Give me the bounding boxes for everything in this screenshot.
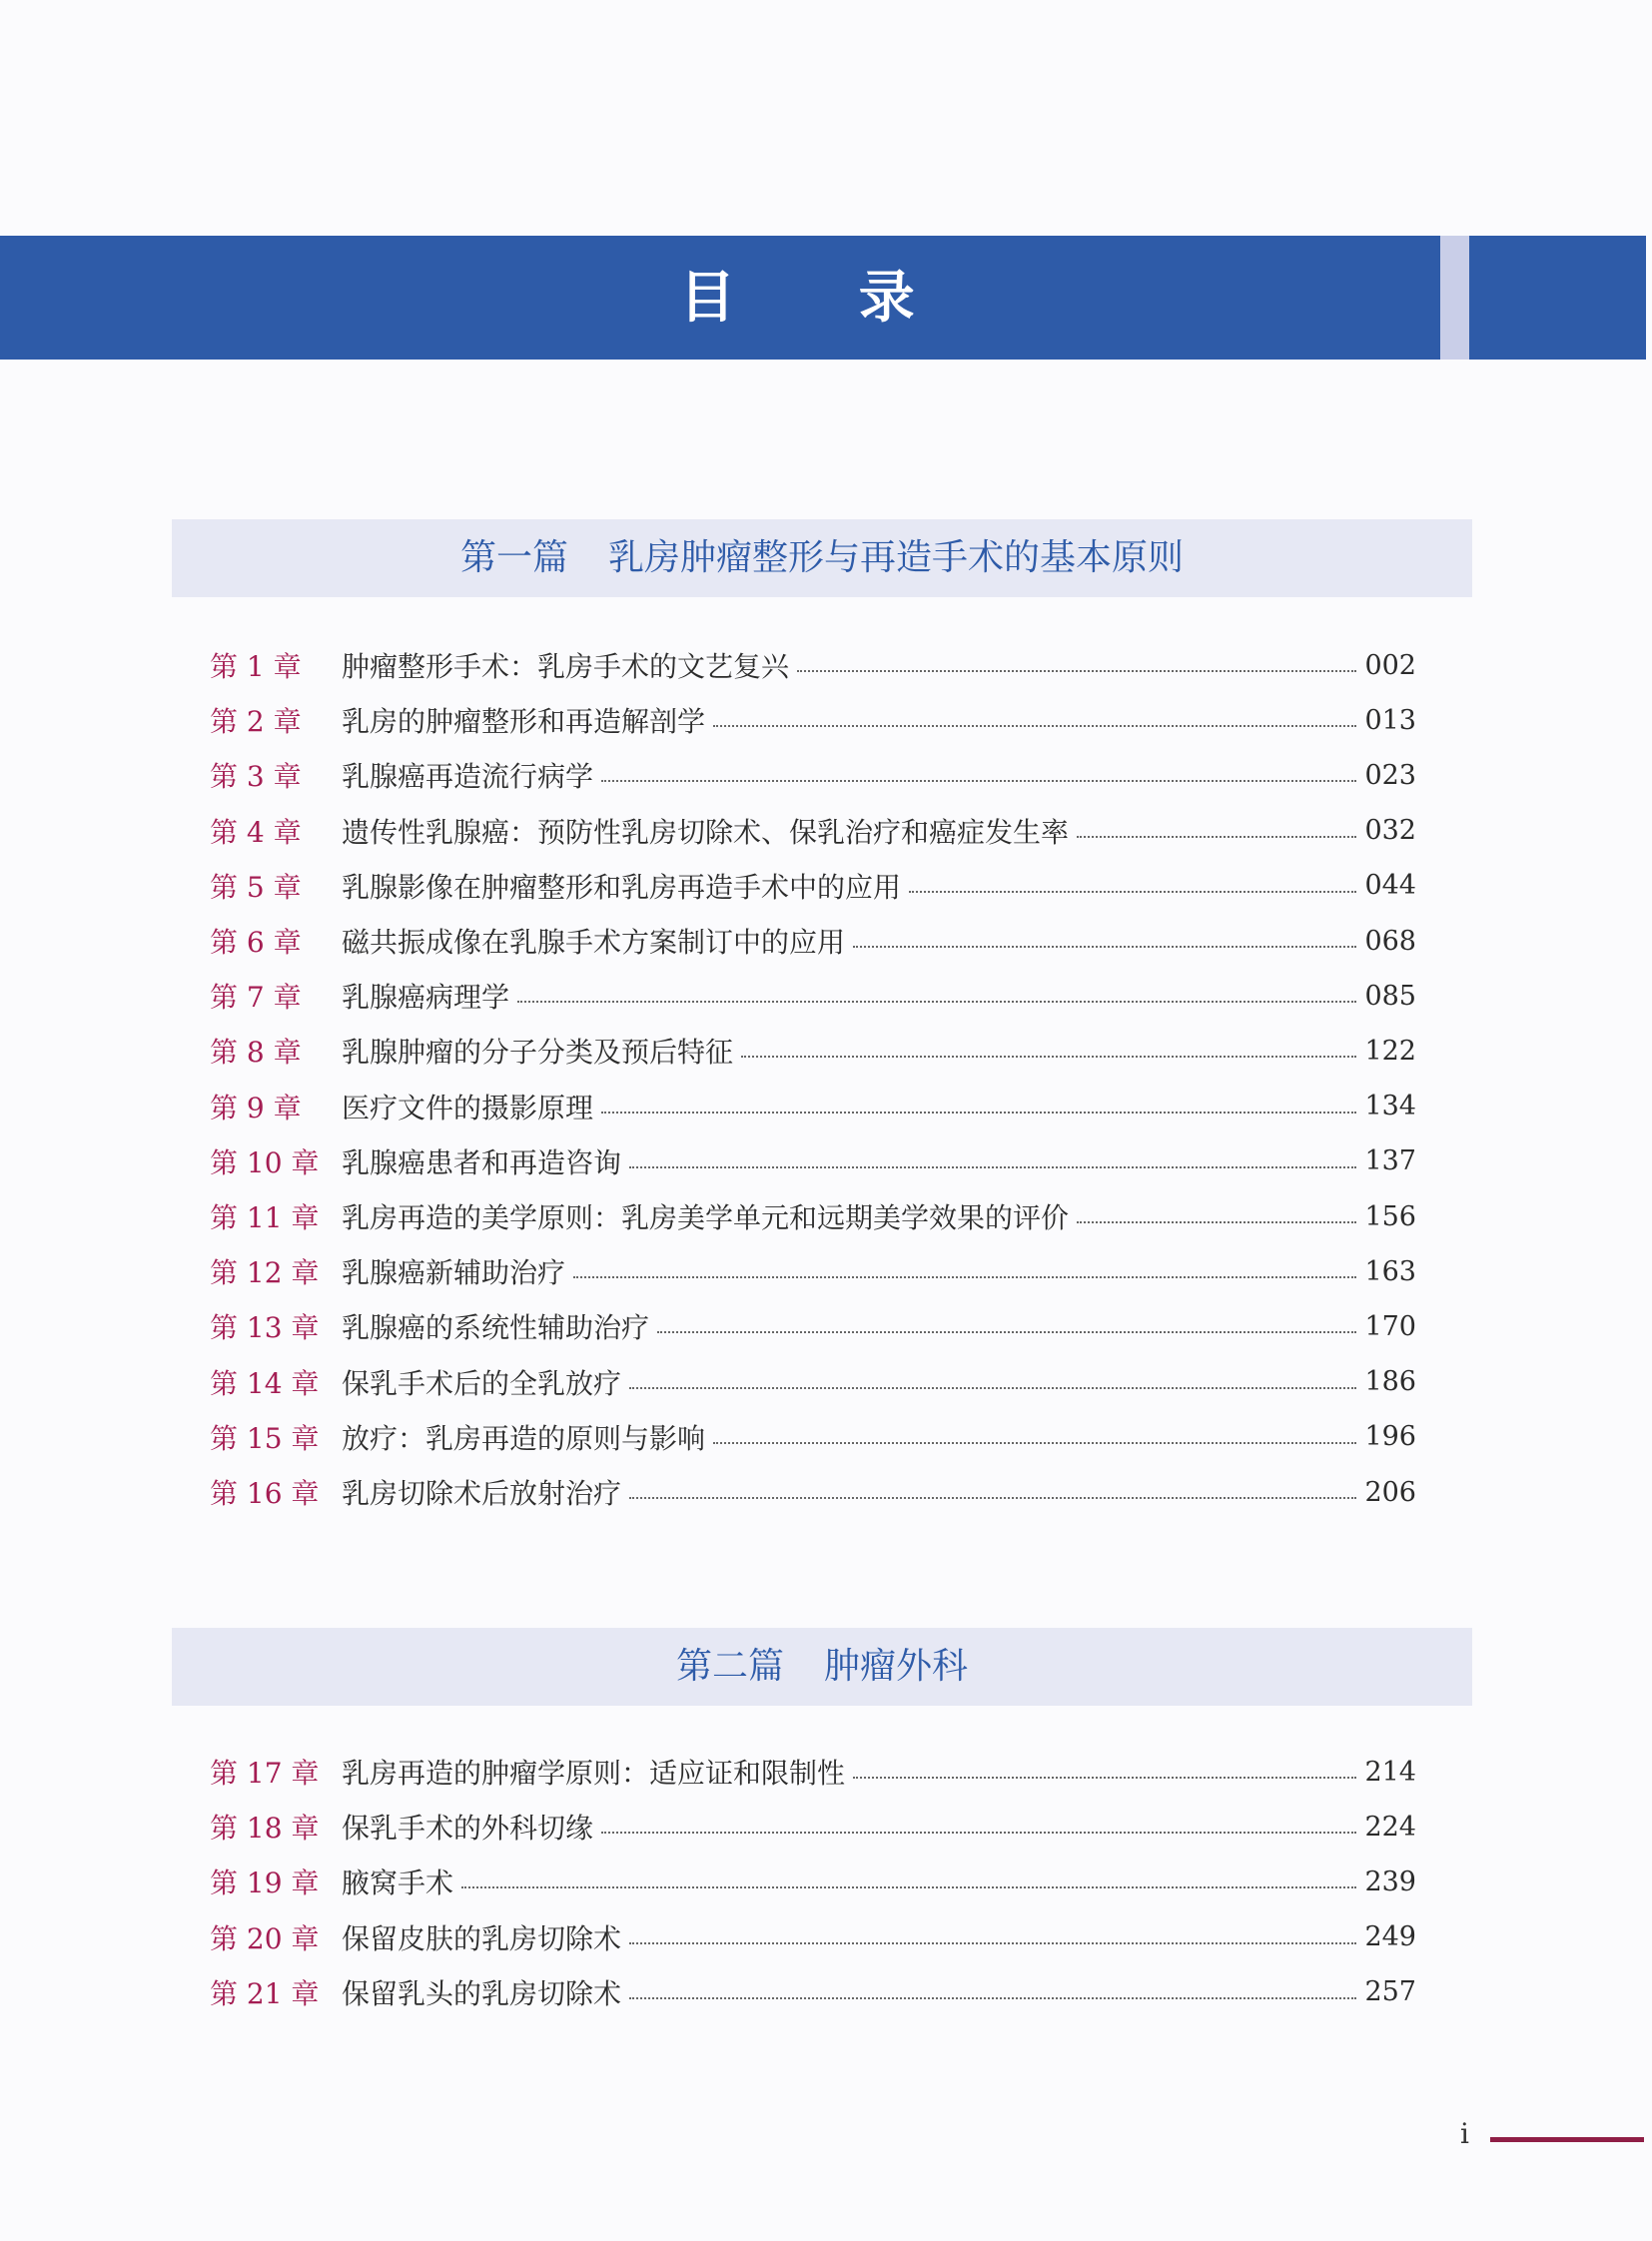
chapter-title: 医疗文件的摄影原理 [342, 1091, 594, 1124]
dot-leader [629, 1997, 1356, 1999]
page-number: 163 [1364, 1255, 1416, 1287]
chapter-title: 乳房切除术后放射治疗 [342, 1477, 622, 1510]
chapter-number: 第 10 章 [210, 1145, 320, 1179]
chapter-number: 第 19 章 [210, 1867, 320, 1900]
dot-leader [629, 1497, 1356, 1499]
toc-entry[interactable] [210, 1416, 1416, 1458]
chapter-title: 放疗：乳房再造的原则与影响 [342, 1421, 706, 1455]
chapter-title: 乳腺癌新辅助治疗 [342, 1256, 566, 1290]
page-number: 002 [1364, 649, 1416, 681]
chapter-number: 第 7 章 [210, 981, 302, 1015]
chapter-title: 乳腺癌再造流行病学 [342, 760, 594, 794]
chapter-number: 第 13 章 [210, 1311, 320, 1345]
dot-leader [601, 1832, 1356, 1834]
page-number: 044 [1364, 870, 1416, 902]
page-number: 085 [1364, 980, 1416, 1012]
chapter-number: 第 3 章 [210, 760, 302, 794]
chapter-number: 第 18 章 [210, 1812, 320, 1846]
page-title: 目 录 [679, 265, 967, 331]
toc-entry[interactable] [210, 1250, 1416, 1292]
page-number: 249 [1364, 1921, 1416, 1953]
chapter-number: 第 17 章 [210, 1757, 320, 1790]
dot-leader [461, 1886, 1356, 1888]
page-number: 023 [1364, 759, 1416, 791]
toc-entry[interactable] [210, 1361, 1416, 1403]
page-number: 137 [1364, 1145, 1416, 1177]
chapter-title: 乳腺癌患者和再造咨询 [342, 1145, 622, 1179]
chapter-number: 第 8 章 [210, 1036, 302, 1070]
toc-entry[interactable] [210, 1806, 1416, 1848]
page-number: 013 [1364, 704, 1416, 736]
dot-leader [853, 1777, 1356, 1779]
chapter-number: 第 16 章 [210, 1477, 320, 1510]
chapter-title: 保乳手术的外科切缘 [342, 1812, 594, 1846]
chapter-number: 第 21 章 [210, 1976, 320, 2010]
part-label: 第一篇 [459, 537, 568, 578]
part-banner-1 [172, 519, 1472, 597]
chapter-number: 第 2 章 [210, 705, 302, 739]
toc-entry[interactable] [210, 975, 1416, 1017]
chapter-number: 第 5 章 [210, 870, 302, 904]
toc-entry[interactable] [210, 1086, 1416, 1127]
chapter-title: 肿瘤整形手术：乳房手术的文艺复兴 [342, 650, 790, 683]
chapter-number: 第 15 章 [210, 1421, 320, 1455]
page-number: 122 [1364, 1035, 1416, 1067]
toc-entry[interactable] [210, 1751, 1416, 1793]
dot-leader [1077, 1221, 1356, 1223]
dot-leader [713, 1442, 1356, 1444]
toc-entry[interactable] [210, 1140, 1416, 1182]
chapter-number: 第 11 章 [210, 1201, 320, 1234]
page-number: 257 [1364, 1976, 1416, 2008]
toc-entry[interactable] [210, 865, 1416, 907]
chapter-number: 第 12 章 [210, 1256, 320, 1290]
chapter-title: 磁共振成像在乳腺手术方案制订中的应用 [342, 926, 846, 959]
toc-entry[interactable] [210, 1471, 1416, 1513]
dot-leader [741, 1056, 1356, 1058]
chapter-number: 第 1 章 [210, 650, 302, 683]
toc-entry[interactable] [210, 1916, 1416, 1958]
page-folio: i [1460, 2117, 1469, 2150]
page-number: 134 [1364, 1091, 1416, 1122]
page-number: 032 [1364, 815, 1416, 847]
dot-leader [517, 1001, 1356, 1003]
toc-entry[interactable] [210, 1861, 1416, 1902]
toc-entry[interactable] [210, 1030, 1416, 1072]
page-number: 170 [1364, 1310, 1416, 1342]
chapter-number: 第 20 章 [210, 1921, 320, 1955]
dot-leader [657, 1331, 1356, 1333]
chapter-number: 第 14 章 [210, 1366, 320, 1400]
toc-entry[interactable] [210, 1195, 1416, 1237]
dot-leader [853, 946, 1356, 948]
toc-entry[interactable] [210, 1305, 1416, 1347]
page-number: 239 [1364, 1866, 1416, 1897]
dot-leader [1077, 836, 1356, 838]
page-number: 186 [1364, 1366, 1416, 1398]
chapter-title: 乳腺癌病理学 [342, 981, 510, 1015]
part-title: 乳房肿瘤整形与再造手术的基本原则 [608, 537, 1185, 578]
part-banner-2 [172, 1628, 1472, 1706]
chapter-title: 遗传性乳腺癌：预防性乳房切除术、保乳治疗和癌症发生率 [342, 815, 1070, 849]
page-number: 206 [1364, 1476, 1416, 1508]
chapter-title: 乳腺影像在肿瘤整形和乳房再造手术中的应用 [342, 870, 902, 904]
dot-leader [573, 1276, 1356, 1278]
part-title: 肿瘤外科 [824, 1646, 969, 1687]
toc-entry[interactable] [210, 810, 1416, 852]
chapter-title: 保留皮肤的乳房切除术 [342, 1921, 622, 1955]
chapter-title: 乳房再造的美学原则：乳房美学单元和远期美学效果的评价 [342, 1201, 1070, 1234]
page-number: 196 [1364, 1421, 1416, 1453]
dot-leader [629, 1942, 1356, 1944]
dot-leader [713, 725, 1356, 727]
chapter-title: 乳房再造的肿瘤学原则：适应证和限制性 [342, 1757, 846, 1790]
dot-leader [629, 1166, 1356, 1168]
chapter-number: 第 6 章 [210, 926, 302, 959]
folio-rule [1490, 2137, 1644, 2142]
toc-entry[interactable] [210, 644, 1416, 686]
dot-leader [797, 670, 1356, 672]
dot-leader [601, 1112, 1356, 1114]
page-number: 068 [1364, 925, 1416, 957]
chapter-title: 腋窝手术 [342, 1867, 454, 1900]
page-number: 224 [1364, 1811, 1416, 1843]
chapter-title: 乳腺癌的系统性辅助治疗 [342, 1311, 650, 1345]
toc-entry[interactable] [210, 699, 1416, 741]
part-label: 第二篇 [675, 1646, 784, 1687]
toc-entry[interactable] [210, 754, 1416, 796]
chapter-title: 保留乳头的乳房切除术 [342, 1976, 622, 2010]
chapter-title: 乳房的肿瘤整形和再造解剖学 [342, 705, 706, 739]
dot-leader [629, 1387, 1356, 1389]
chapter-title: 保乳手术后的全乳放疗 [342, 1366, 622, 1400]
dot-leader [909, 891, 1356, 893]
dot-leader [601, 780, 1356, 782]
chapter-number: 第 4 章 [210, 815, 302, 849]
toc-entry[interactable] [210, 1971, 1416, 2013]
page-number: 156 [1364, 1200, 1416, 1232]
chapter-number: 第 9 章 [210, 1091, 302, 1124]
page-number: 214 [1364, 1756, 1416, 1788]
toc-entry[interactable] [210, 920, 1416, 962]
chapter-title: 乳腺肿瘤的分子分类及预后特征 [342, 1036, 734, 1070]
